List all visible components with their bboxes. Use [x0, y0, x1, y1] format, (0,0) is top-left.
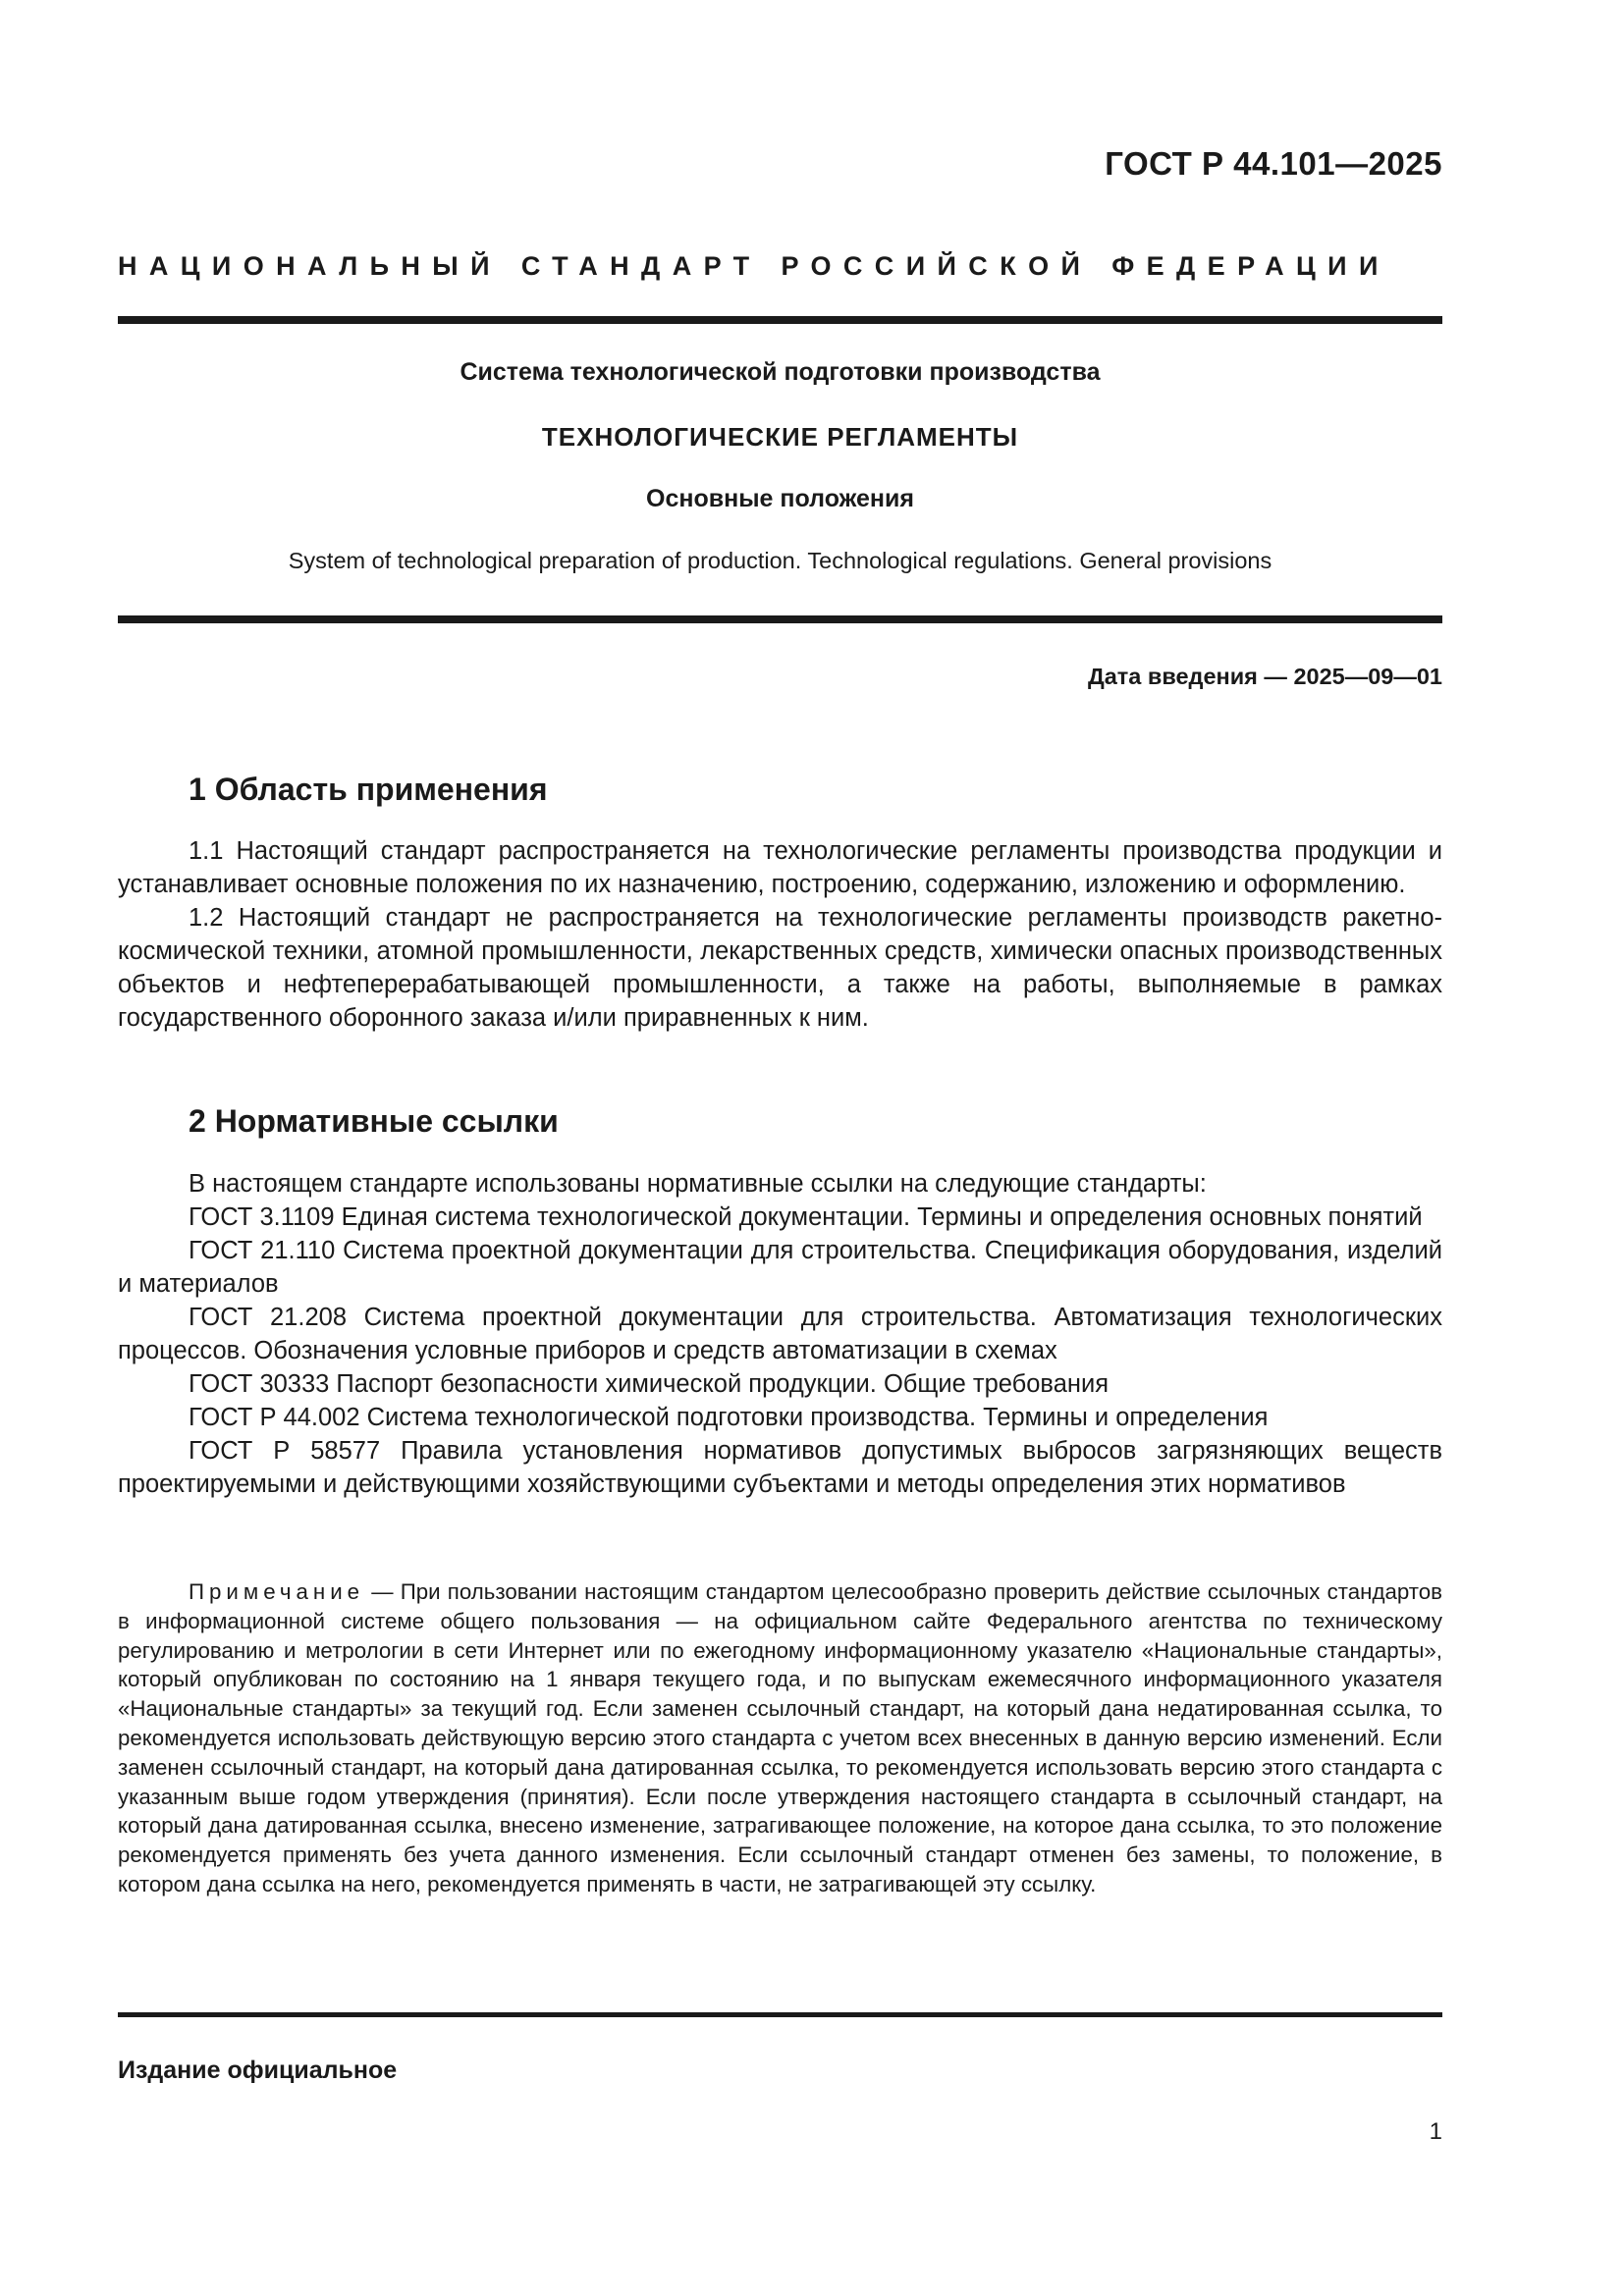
- reference-item: ГОСТ 21.208 Система проектной документации для строительства. Автоматизация технологических процессов. Обозначения условные приборов и средств автоматизации в схемах: [118, 1304, 1442, 1364]
- system-title: Система технологической подготовки производства: [460, 358, 1101, 386]
- introduction-date: Дата введения — 2025—09—01: [1087, 664, 1442, 689]
- section-scope-body: [118, 834, 1442, 1035]
- document-subtitle: Основные положения: [646, 485, 914, 512]
- divider: [118, 316, 1442, 324]
- english-title: System of technological preparation of production. Technological regulations. General provisions: [288, 548, 1272, 573]
- national-standard-banner: НАЦИОНАЛЬНЫЙ СТАНДАРТ РОССИЙСКОЙ ФЕДЕРАЦИИ: [118, 251, 1390, 281]
- paragraph: В настоящем стандарте использованы нормативные ссылки на следующие стандарты:: [189, 1170, 1207, 1198]
- reference-item: ГОСТ 30333 Паспорт безопасности химической продукции. Общие требования: [189, 1370, 1110, 1398]
- section-heading-scope: 1 Область применения: [189, 772, 548, 807]
- document-title: ТЕХНОЛОГИЧЕСКИЕ РЕГЛАМЕНТЫ: [541, 422, 1019, 452]
- section-references-body: [118, 1167, 1442, 1501]
- paragraph: 1.2 Настоящий стандарт не распространяется на технологические регламенты производств ракетно-космической техники, атомной промышленности, лекарственных средств, химически опасных производственных объектов и нефтеперерабатывающей промышленности, а также на работы, выполняемые в рамках государственного оборонного заказа и/или приравненных к ним.: [118, 904, 1442, 1032]
- reference-item: ГОСТ 21.110 Система проектной документации для строительства. Спецификация оборудования, изделий и материалов: [118, 1237, 1442, 1298]
- official-edition-label: Издание официальное: [118, 2056, 398, 2084]
- page-number: 1: [1429, 2118, 1442, 2145]
- note-text: — При пользовании настоящим стандартом целесообразно проверить действие ссылочных стандартов в информационной системе общего пользования — на официальном сайте Федерального агентства по техническому регулированию и метрологии в сети Интернет или по ежегодному информационному указателю «Национальные стандарты», который опубликован по состоянию на 1 января текущего года, и по выпускам ежемесячного информационного указателя «Национальные стандарты» за текущий год. Если заменен ссылочный стандарт, на который дана недатированная ссылка, то рекомендуется использовать действующую версию этого стандарта с учетом всех внесенных в данную версию изменений. Если заменен ссылочный стандарт, на который дана датированная ссылка, то рекомендуется использовать версию этого стандарта с указанным выше годом утверждения (принятия). Если после утверждения настоящего стандарта в ссылочный стандарт, на который дана датированная ссылка, внесено изменение, затрагивающее положение, на которое дана ссылка, то это положение рекомендуется применять без учета данного изменения. Если ссылочный стандарт отменен без замены, то положение, в котором дана ссылка на него, рекомендуется применять в части, не затрагивающей эту ссылку.: [118, 1579, 1442, 1896]
- reference-item: ГОСТ 3.1109 Единая система технологической документации. Термины и определения основных понятий: [189, 1203, 1423, 1231]
- note-label: Примечание: [189, 1579, 365, 1604]
- document-code: ГОСТ Р 44.101—2025: [1105, 145, 1442, 182]
- paragraph: 1.1 Настоящий стандарт распространяется на технологические регламенты производства продукции и устанавливает основные положения по их назначению, построению, содержанию, изложению и оформлению.: [118, 837, 1442, 898]
- note-paragraph: [118, 1577, 1442, 1899]
- reference-item: ГОСТ Р 58577 Правила установления нормативов допустимых выбросов загрязняющих веществ проектируемыми и действующими хозяйствующими субъектами и методы определения этих нормативов: [118, 1437, 1442, 1498]
- divider: [118, 615, 1442, 623]
- reference-item: ГОСТ Р 44.002 Система технологической подготовки производства. Термины и определения: [189, 1404, 1269, 1431]
- section-heading-references: 2 Нормативные ссылки: [189, 1103, 559, 1139]
- divider: [118, 2012, 1442, 2017]
